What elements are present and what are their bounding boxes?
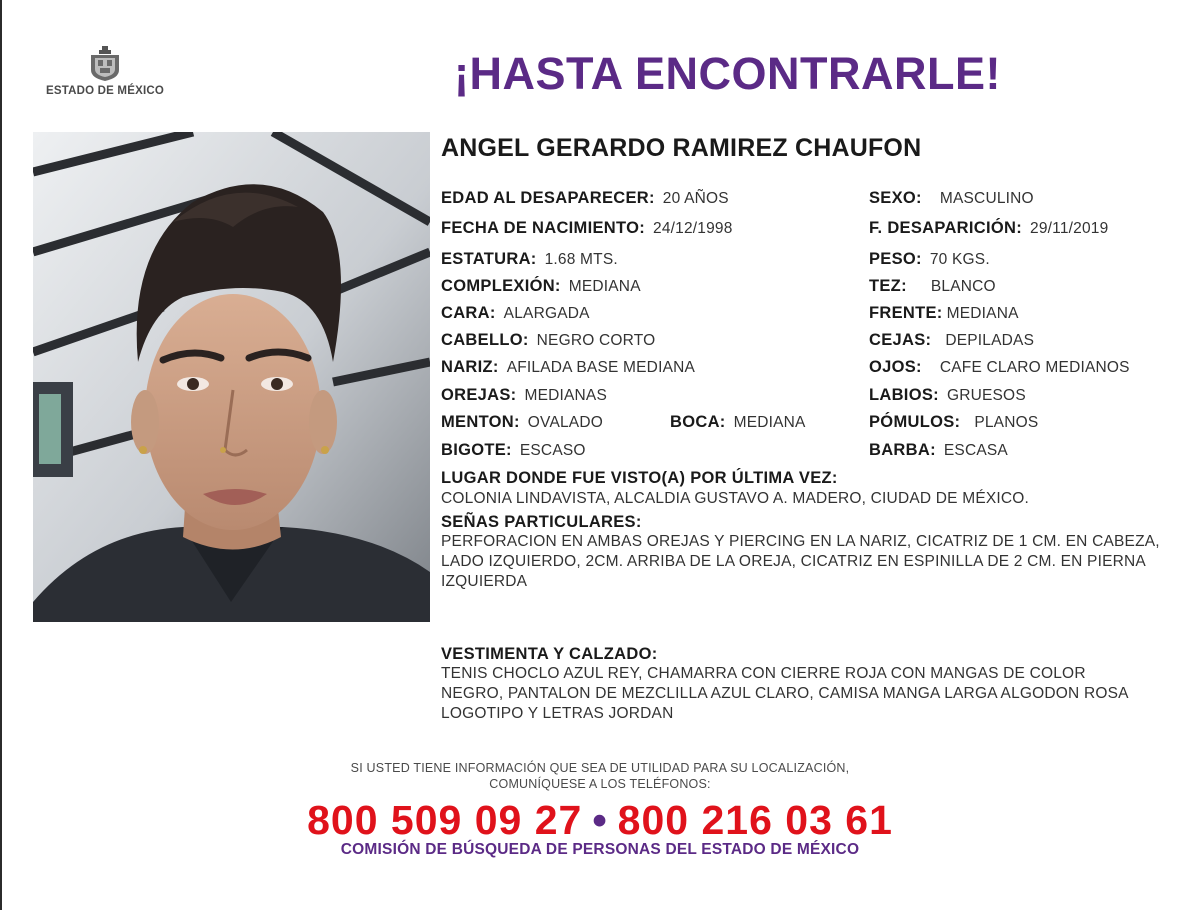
contact-info-line-2: COMUNÍQUESE A LOS TELÉFONOS: — [489, 777, 711, 791]
phone-numbers — [200, 797, 1000, 844]
field-labios: LABIOS: GRUESOS — [869, 386, 1026, 404]
field-cejas: CEJAS: DEPILADAS — [869, 331, 1035, 349]
phone-number-2[interactable]: 800 216 03 61 — [617, 797, 893, 843]
phone-separator: • — [592, 797, 608, 843]
field-complexion: COMPLEXIÓN: MEDIANA — [441, 277, 641, 295]
field-cara: CARA: ALARGADA — [441, 304, 590, 322]
contact-info-line-1: SI USTED TIENE INFORMACIÓN QUE SEA DE UTILIDAD PARA SU LOCALIZACIÓN, — [350, 761, 850, 775]
field-boca: BOCA: MEDIANA — [670, 413, 806, 431]
field-cabello: CABELLO: NEGRO CORTO — [441, 331, 656, 349]
clothing-heading: VESTIMENTA Y CALZADO: — [441, 645, 658, 663]
state-logo — [40, 46, 170, 97]
page-border-line — [0, 0, 2, 910]
headline: ¡HASTA ENCONTRARLE! — [454, 48, 1001, 99]
field-edad: EDAD AL DESAPARECER: 20 AÑOS — [441, 189, 729, 207]
field-sexo: SEXO: MASCULINO — [869, 189, 1034, 207]
last-seen-text: COLONIA LINDAVISTA, ALCALDIA GUSTAVO A. MADERO, CIUDAD DE MÉXICO. — [441, 490, 1030, 507]
field-peso: PESO: 70 KGS. — [869, 250, 990, 268]
field-fecha-nacimiento: FECHA DE NACIMIENTO: 24/12/1998 — [441, 219, 733, 237]
field-pomulos: PÓMULOS: PLANOS — [869, 413, 1039, 431]
field-fecha-desaparicion: F. DESAPARICIÓN: 29/11/2019 — [869, 219, 1109, 237]
field-ojos: OJOS: CAFE CLARO MEDIANOS — [869, 358, 1130, 376]
particular-marks-text: PERFORACION EN AMBAS OREJAS Y PIERCING EN LA NARIZ, CICATRIZ DE 1 CM. EN CABEZA, LADO IZQUIERDO, 2CM. ARRIBA DE LA OREJA, CICATRIZ EN ESPINILLA DE 2 CM. EN PIERNA IZQUIERDA — [441, 533, 1160, 590]
field-estatura: ESTATURA: 1.68 MTS. — [441, 250, 618, 268]
commission-name: COMISIÓN DE BÚSQUEDA DE PERSONAS DEL ESTADO DE MÉXICO — [340, 841, 860, 858]
field-menton: MENTON: OVALADO — [441, 413, 603, 431]
phone-number-1[interactable]: 800 509 09 27 — [307, 797, 583, 843]
field-bigote: BIGOTE: ESCASO — [441, 441, 586, 459]
field-barba: BARBA: ESCASA — [869, 441, 1008, 459]
person-name: ANGEL GERARDO RAMIREZ CHAUFON — [441, 134, 922, 162]
last-seen-heading: LUGAR DONDE FUE VISTO(A) POR ÚLTIMA VEZ: — [441, 469, 838, 487]
field-nariz: NARIZ: AFILADA BASE MEDIANA — [441, 358, 696, 376]
particular-marks-heading: SEÑAS PARTICULARES: — [441, 513, 642, 531]
state-coat-of-arms-icon — [88, 46, 122, 82]
person-portrait — [33, 132, 430, 622]
field-frente: FRENTE: MEDIANA — [869, 304, 1019, 322]
field-orejas: OREJAS: MEDIANAS — [441, 386, 608, 404]
clothing-text: TENIS CHOCLO AZUL REY, CHAMARRA CON CIERRE ROJA CON MANGAS DE COLOR NEGRO, PANTALON DE MEZCLILLA AZUL CLARO, CAMISA MANGA LARGA ALGODON ROSA LOGOTIPO Y LETRAS JORDAN — [441, 665, 1128, 722]
state-logo-text: ESTADO DE MÉXICO — [46, 85, 164, 97]
person-photo — [33, 132, 430, 622]
contact-info — [300, 760, 900, 792]
field-tez: TEZ: BLANCO — [869, 277, 996, 295]
